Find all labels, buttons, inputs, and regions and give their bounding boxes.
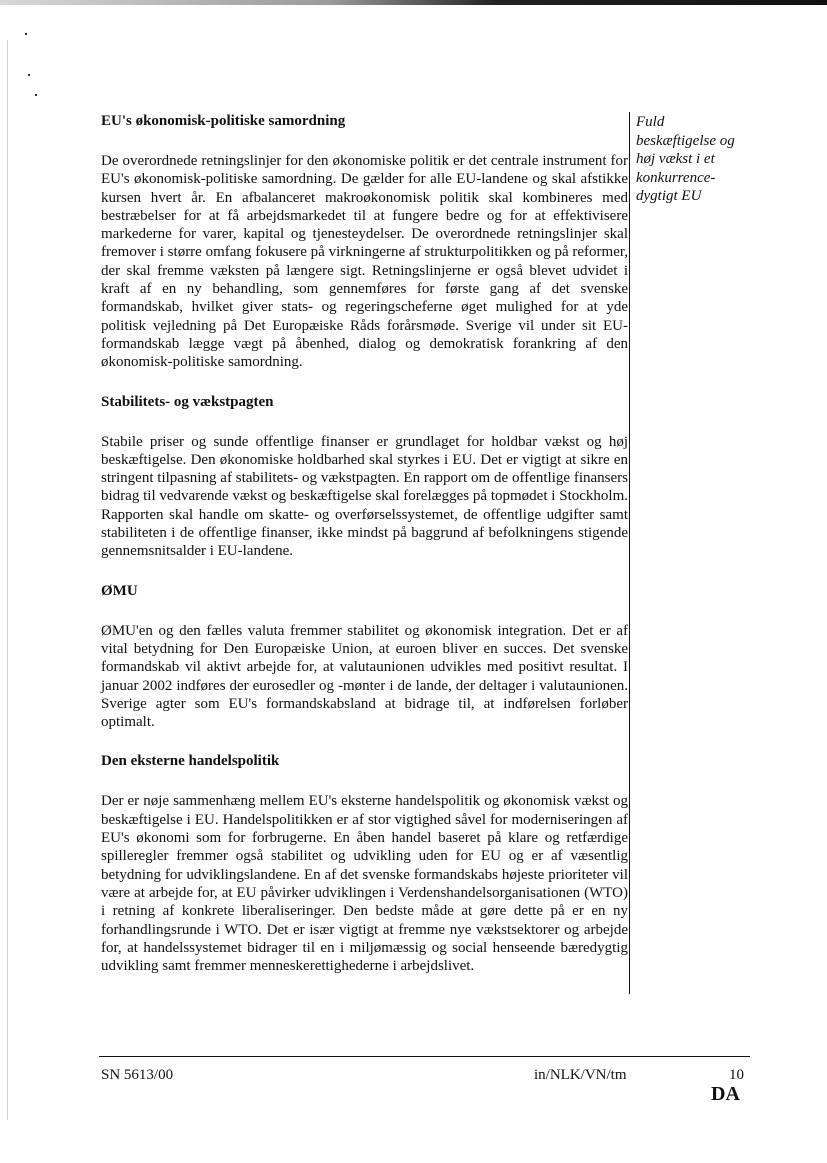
footer-rule [99, 1056, 750, 1057]
section-heading: EU's økonomisk-politiske samordning [101, 113, 346, 129]
section-body: Stabile priser og sunde offentlige finanser er grundlaget for holdbar vækst og høj beskæftigelse. Den økonomiske holdbarhed skal styrkes i EU. Det er vigtigt at sikre en stringent tilpasning af stabilitets- og vækstpagten. En rapport om de offentlige finansers bidrag til vedvarende vækst og beskæftigelse skal forelægges på topmødet i Stockholm. Rapporten skal handle om skatte- og overførselssystemet, de offentlige udgifter samt stabiliteten i de offentlige finanser, ikke mindst på baggrund af befolkningens stigende gennemsnitsalder i EU-landene. [101, 433, 628, 560]
section-heading: ØMU [101, 582, 138, 599]
scan-mark [35, 94, 37, 96]
page-number: 10 [729, 1067, 744, 1083]
language-code: DA [711, 1083, 740, 1105]
section-heading: Stabilitets- og vækstpagten [101, 393, 274, 410]
scan-mark [25, 33, 27, 35]
margin-note: Fuld beskæftigelse og høj vækst i et konkurrence- dygtigt EU [636, 114, 735, 204]
doc-reference: SN 5613/00 [101, 1067, 174, 1083]
section-body: ØMU'en og den fælles valuta fremmer stabilitet og økonomisk integration. Det er af vital betydning for Den Europæiske Union, at euroen bliver en succes. Det svenske formandskab vil aktivt arbejde for, at valutaunionen udvikles med positivt resultat. I januar 2002 indføres der eurosedler og -mønter i de lande, der deltager i valutaunionen. Sverige agter som EU's formandskabsland at bidrage til, at indførelsen forløber optimalt. [101, 622, 628, 731]
section-body: Der er nøje sammenhæng mellem EU's eksterne handelspolitik og økonomisk vækst og beskæftigelse i EU. Handelspolitikken er af stor vigtighed såvel for moderniseringen af EU's økonomi som for forbrugerne. En åben handel baseret på klare og retfærdige spilleregler fremmer også stabilitet og udvikling uden for EU og er af væsentlig betydning for udviklingslandene. En af det svenske formandskabs højeste prioriteter vil være at arbejde for, at EU påvirker udviklingen i Verdenshandelsorganisationen (WTO) i retning af konkrete liberaliseringer. Den bedste måde at gøre dette på er en ny forhandlingsrunde i WTO. Det er især vigtigt at fremme nye vækstsektorer og arbejde for, at handelssystemet bidrager til en i miljømæssig og social henseende bæredygtig udvikling samt fremmer menneskerettighederne i arbejdslivet. [101, 793, 628, 975]
scan-mark [28, 74, 30, 76]
section-body: De overordnede retningslinjer for den økonomiske politik er det centrale instrument for EU's økonomisk-politiske samordning. De gælder for alle EU-landene og skal afstikke kursen hvert år. En afbalanceret makroøkonomisk politik skal kombineres med bestræbelser for at få arbejdsmarkedet til at fungere bedre og for at effektivisere markederne for varer, kapital og tjenesteydelser. De overordnede retningslinjer skal fremover i større omfang fokusere på virkningerne af strukturpolitikken og på reformer, der skal fremme væksten på længere sigt. Retningslinjerne er også blevet udvidet i kraft af en ny behandling, som gennemføres for første gang af det svenske formandskab, hvilket giver stats- og regeringscheferne øget mulighed for at yde politisk vejledning på Det Europæiske Råds forårsmøde. Sverige vil under sit EU-formandskab lægge vægt på åbenhed, dialog og demokratisk forankring af den økonomisk-politiske samordning. [101, 153, 628, 371]
doc-code: in/NLK/VN/tm [534, 1067, 627, 1083]
section-heading: Den eksterne handelspolitik [101, 753, 280, 770]
margin-rule [629, 112, 630, 994]
top-rule [0, 0, 827, 5]
scan-edge [7, 40, 8, 1120]
main-column [101, 112, 628, 975]
